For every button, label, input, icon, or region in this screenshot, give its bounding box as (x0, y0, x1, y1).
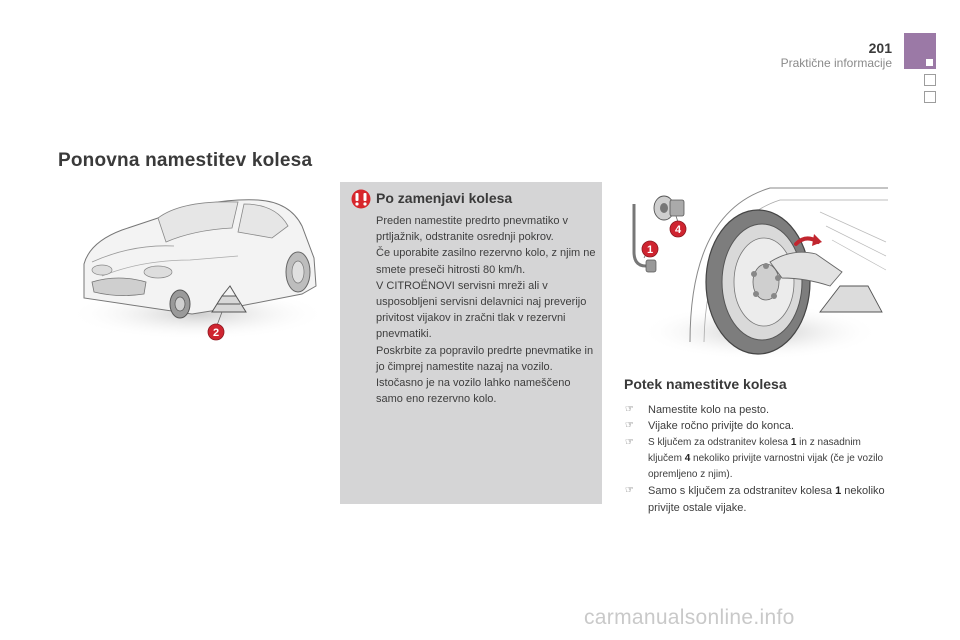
warning-paragraph: V CITROËNOVI servisni mreži ali v usposobljeni servisni delavnici naj preverijo privitost vijakov in zračni tlak v rezervni pnevmatiki. (376, 279, 587, 341)
bullet-arrow-icon: ☞ (625, 404, 634, 415)
warning-paragraph: Poskrbite za popravilo predrte pnevmatike in jo čimprej namestite nazaj na vozilo. (376, 344, 594, 373)
tool-reference: 4 (684, 452, 691, 464)
wheel-mounting-illustration (620, 182, 888, 362)
step-text: in z nasadnim ključem (648, 436, 861, 464)
bullet-arrow-icon: ☞ (625, 420, 634, 432)
step-text: S ključem za odstranitev kolesa (648, 436, 791, 448)
step-text: Namestite kolo na pesto. (648, 404, 770, 416)
step-text: Vijake ročno privijte do konca. (648, 420, 794, 433)
page-title: Ponovna namestitev kolesa (58, 150, 313, 171)
car-jack-illustration (62, 186, 334, 350)
callout-label: 4 (674, 224, 682, 236)
chapter-tab (924, 91, 936, 103)
chapter-tab (924, 74, 936, 86)
warning-paragraph: Istočasno je na vozilo lahko nameščeno samo eno rezervno kolo. (376, 377, 571, 406)
step-text: Samo s ključem za odstranitev kolesa (648, 485, 836, 498)
bullet-arrow-icon: ☞ (625, 485, 634, 497)
section-title: Praktične informacije (780, 56, 892, 70)
warning-title: Po zamenjavi kolesa (376, 190, 513, 206)
list-item (624, 402, 892, 418)
step-text: nekoliko privijte ostale vijake. (648, 485, 885, 514)
list-item (624, 418, 892, 434)
step-text: nekoliko privijte varnostni vijak (če je vozilo opremljeno z njim). (648, 452, 884, 481)
watermark: carmanualsonline.info (584, 606, 795, 629)
tool-reference: 1 (835, 485, 842, 498)
tab-marker-icon (926, 59, 933, 66)
callout-label: 2 (212, 327, 220, 339)
warning-box (340, 182, 602, 504)
warning-exclamation-icon (350, 189, 372, 209)
warning-paragraph: Če uporabite zasilno rezervno kolo, z njim ne smete preseči hitrosti 80 km/h. (376, 247, 596, 276)
steps-title: Potek namestitve kolesa (624, 376, 787, 392)
tool-reference: 1 (790, 436, 797, 448)
warning-paragraph: Preden namestite predrto pnevmatiko v prtljažnik, odstranite osrednji pokrov. (376, 215, 568, 244)
list-item (624, 435, 892, 484)
warning-text (376, 213, 596, 407)
steps-list (624, 402, 892, 516)
bullet-arrow-icon: ☞ (625, 436, 634, 448)
page-number: 201 (868, 40, 892, 56)
list-item (624, 483, 892, 516)
callout-label: 1 (646, 244, 654, 256)
chapter-tab-active (904, 33, 936, 69)
